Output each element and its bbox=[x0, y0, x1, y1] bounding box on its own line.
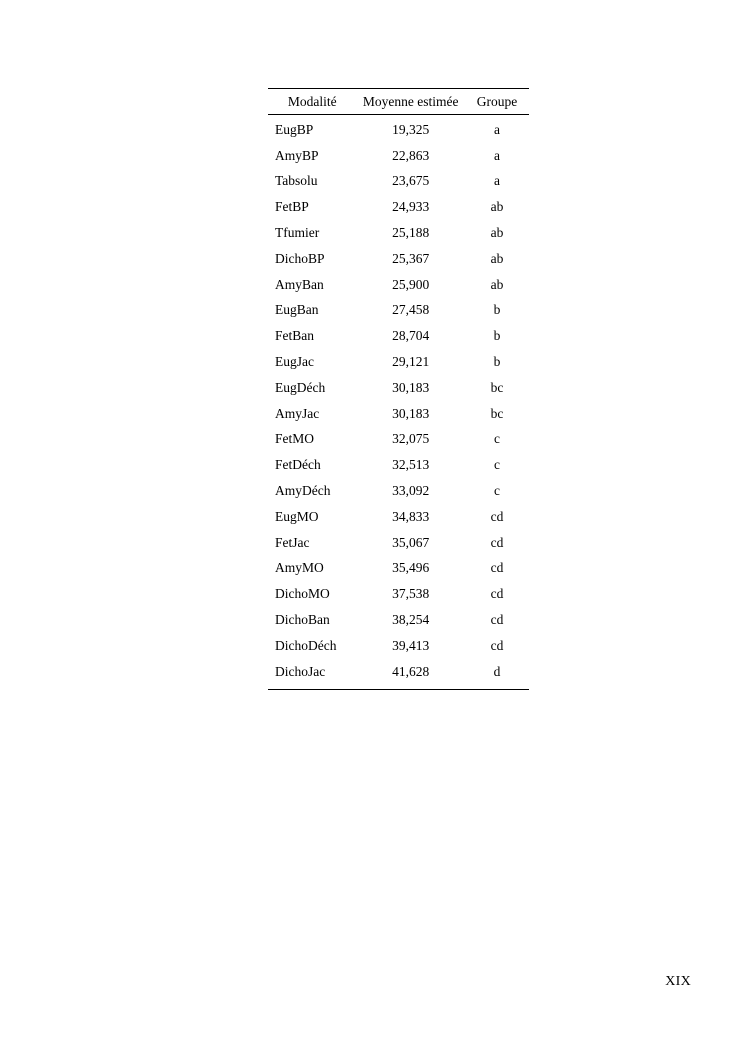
cell-modalite: FetMO bbox=[275, 431, 315, 447]
cell-groupe: a bbox=[493, 121, 500, 137]
table-row bbox=[268, 581, 529, 607]
table-row bbox=[268, 349, 529, 375]
table-row bbox=[268, 401, 529, 427]
cell-moyenne: 37,538 bbox=[392, 586, 430, 602]
table-row bbox=[268, 556, 529, 582]
cell-modalite: FetJac bbox=[275, 534, 310, 550]
cell-moyenne: 35,067 bbox=[392, 534, 430, 550]
cell-moyenne: 29,121 bbox=[392, 354, 430, 370]
cell-moyenne: 30,183 bbox=[392, 405, 430, 421]
table-row bbox=[268, 452, 529, 478]
cell-modalite: DichoJac bbox=[268, 659, 357, 689]
cell-modalite: Tfumier bbox=[275, 225, 320, 241]
table-body bbox=[268, 115, 529, 690]
cell-groupe: cd bbox=[490, 508, 504, 524]
cell-moyenne: 25,367 bbox=[392, 250, 430, 266]
cell-groupe: ab bbox=[490, 276, 504, 292]
table-row bbox=[268, 246, 529, 272]
cell-moyenne: 30,183 bbox=[392, 379, 430, 395]
cell-modalite: AmyBP bbox=[275, 147, 319, 163]
cell-moyenne: 28,704 bbox=[392, 328, 430, 344]
cell-modalite: AmyBan bbox=[275, 276, 324, 292]
table-row bbox=[268, 323, 529, 349]
cell-groupe: d bbox=[465, 659, 529, 689]
cell-groupe: bc bbox=[490, 379, 504, 395]
table-row bbox=[268, 478, 529, 504]
cell-groupe: b bbox=[493, 328, 501, 344]
table-row bbox=[268, 272, 529, 298]
cell-modalite: FetBan bbox=[275, 328, 314, 344]
cell-modalite: FetDéch bbox=[275, 457, 321, 473]
cell-modalite: AmyDéch bbox=[275, 483, 331, 499]
cell-modalite: EugDéch bbox=[275, 379, 326, 395]
table-row bbox=[268, 427, 529, 453]
cell-moyenne: 32,513 bbox=[392, 457, 430, 473]
cell-moyenne: 25,188 bbox=[392, 225, 430, 241]
cell-moyenne: 23,675 bbox=[392, 173, 430, 189]
results-table bbox=[268, 88, 529, 690]
cell-modalite: EugJac bbox=[275, 354, 314, 370]
cell-groupe: a bbox=[493, 147, 500, 163]
cell-groupe: cd bbox=[490, 560, 504, 576]
header-modalite: Modalité bbox=[268, 89, 357, 115]
cell-groupe: ab bbox=[490, 250, 504, 266]
table-row bbox=[268, 607, 529, 633]
cell-groupe: c bbox=[493, 483, 500, 499]
page-number: XIX bbox=[665, 974, 691, 989]
table-row bbox=[268, 375, 529, 401]
cell-moyenne: 38,254 bbox=[392, 612, 430, 628]
cell-moyenne: 33,092 bbox=[392, 483, 430, 499]
cell-groupe: b bbox=[493, 302, 501, 318]
cell-moyenne: 25,900 bbox=[392, 276, 430, 292]
cell-groupe: c bbox=[493, 457, 500, 473]
cell-groupe: b bbox=[493, 354, 501, 370]
table-header bbox=[268, 89, 529, 115]
cell-moyenne: 39,413 bbox=[392, 637, 430, 653]
cell-modalite: EugBP bbox=[275, 121, 314, 137]
cell-groupe: a bbox=[493, 173, 500, 189]
cell-modalite: FetBP bbox=[275, 199, 309, 215]
table-row bbox=[268, 143, 529, 169]
cell-modalite: Tabsolu bbox=[275, 173, 318, 189]
cell-modalite: DichoDéch bbox=[275, 637, 337, 653]
cell-groupe: c bbox=[493, 431, 500, 447]
table-row bbox=[268, 169, 529, 195]
cell-modalite: AmyMO bbox=[275, 560, 324, 576]
cell-moyenne: 19,325 bbox=[392, 121, 430, 137]
cell-modalite: DichoBan bbox=[275, 612, 330, 628]
header-row bbox=[268, 89, 529, 115]
cell-moyenne: 35,496 bbox=[392, 560, 430, 576]
table-row bbox=[268, 530, 529, 556]
cell-groupe: bc bbox=[490, 405, 504, 421]
cell-moyenne: 41,628 bbox=[357, 659, 465, 689]
cell-groupe: cd bbox=[490, 534, 504, 550]
table-row bbox=[268, 220, 529, 246]
table-row bbox=[268, 633, 529, 659]
cell-groupe: cd bbox=[490, 612, 504, 628]
table-row bbox=[268, 194, 529, 220]
cell-groupe: ab bbox=[490, 225, 504, 241]
header-groupe: Groupe bbox=[465, 89, 529, 115]
cell-moyenne: 24,933 bbox=[392, 199, 430, 215]
table-row bbox=[268, 659, 529, 689]
cell-groupe: cd bbox=[490, 586, 504, 602]
cell-modalite: DichoMO bbox=[275, 586, 330, 602]
cell-moyenne: 32,075 bbox=[392, 431, 430, 447]
cell-moyenne: 27,458 bbox=[392, 302, 430, 318]
header-moyenne: Moyenne estimée bbox=[357, 89, 465, 115]
cell-modalite: EugMO bbox=[275, 508, 319, 524]
cell-modalite: EugBan bbox=[275, 302, 319, 318]
table-row bbox=[268, 115, 529, 143]
cell-groupe: cd bbox=[490, 637, 504, 653]
cell-moyenne: 34,833 bbox=[392, 508, 430, 524]
table-row bbox=[268, 298, 529, 324]
cell-groupe: ab bbox=[490, 199, 504, 215]
cell-modalite: AmyJac bbox=[275, 405, 320, 421]
cell-moyenne: 22,863 bbox=[392, 147, 430, 163]
table-row bbox=[268, 504, 529, 530]
cell-modalite: DichoBP bbox=[275, 250, 325, 266]
